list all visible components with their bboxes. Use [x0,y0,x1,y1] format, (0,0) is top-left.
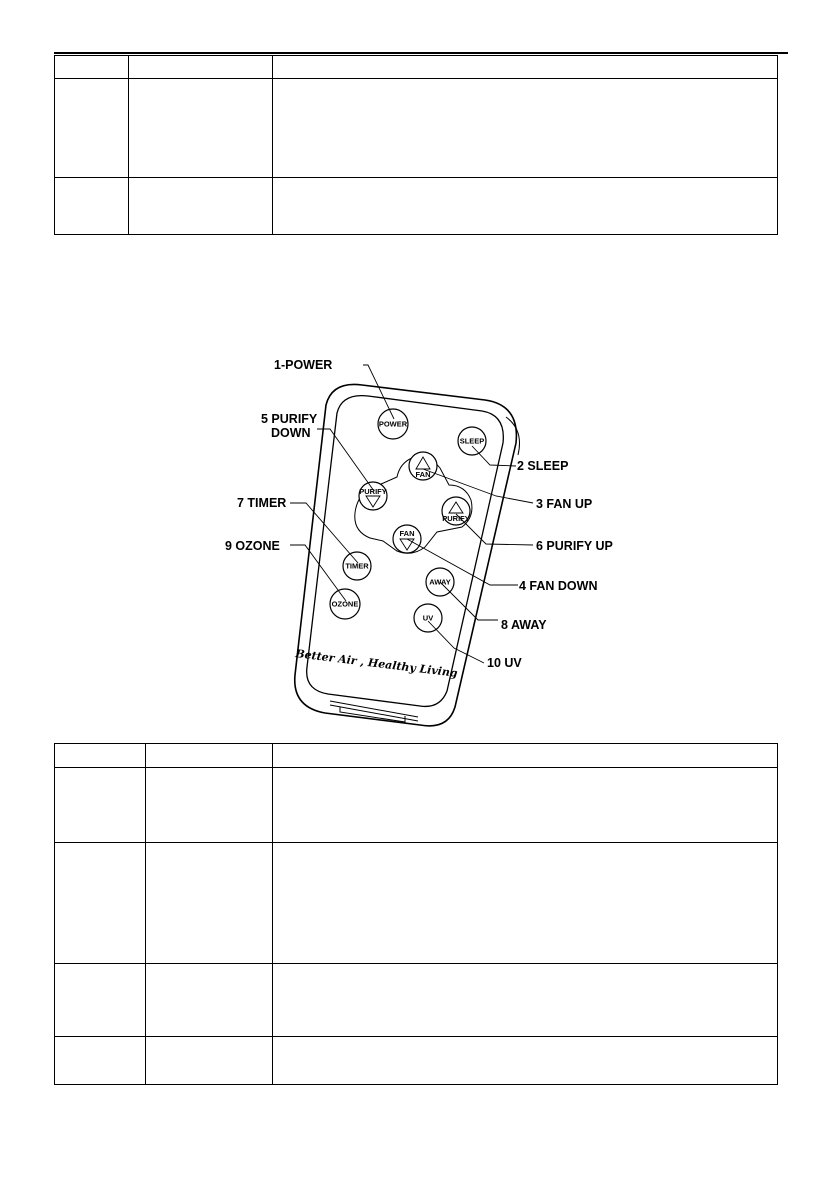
timer-button-label: TIMER [345,561,369,571]
table-cell [146,744,273,768]
callout-power: 1-POWER [274,358,333,372]
remote-body [295,384,520,725]
callout-leader-lines [290,365,533,663]
table-cell [273,56,778,79]
table-cell [55,1037,146,1085]
table-row [55,964,778,1037]
callout-fan-up: 3 FAN UP [536,497,593,511]
uv-button-label: UV [422,613,434,623]
table-cell [129,79,273,178]
fan-up-button-label: FAN [415,470,431,479]
table-row [55,178,778,235]
callout-fan-down: 4 FAN DOWN [519,579,598,593]
callout-purify-down-line2: DOWN [271,426,311,440]
table-cell [146,843,273,964]
uv-button[interactable] [414,604,442,632]
sleep-button-label: SLEEP [459,436,485,446]
callout-ozone: 9 OZONE [225,539,280,553]
fan-up-button[interactable] [409,452,437,480]
ozone-button[interactable] [330,589,360,619]
callout-purify-up: 6 PURIFY UP [536,539,613,553]
purify-up-button[interactable] [442,497,470,525]
slogan-text: Better Air , Healthy Living [294,647,459,680]
table-row [55,56,778,79]
table-cell [55,56,129,79]
remote-control-diagram [200,345,613,735]
callout-away: 8 AWAY [501,618,547,632]
table-cell [55,79,129,178]
top-rule [54,52,788,54]
table-row [55,843,778,964]
table-cell [55,843,146,964]
table-cell [273,1037,778,1085]
table-cell [146,1037,273,1085]
away-button-label: AWAY [429,577,451,587]
table-cell [146,964,273,1037]
table-cell [55,768,146,843]
timer-button[interactable] [343,552,371,580]
table-cell [273,178,778,235]
sleep-button[interactable] [458,427,486,455]
table-cell [55,744,146,768]
purify-up-button-label: PURIFY [442,514,470,523]
table-cell [129,56,273,79]
table-cell [273,744,778,768]
callout-uv: 10 UV [487,656,522,670]
power-button[interactable] [378,409,408,439]
table-row [55,1037,778,1085]
callout-purify-down-line1: 5 PURIFY [261,412,318,426]
table-row [55,768,778,843]
power-button-label: POWER [378,419,408,429]
table-row [55,79,778,178]
top-table [54,55,778,235]
table-cell [146,768,273,843]
callout-sleep: 2 SLEEP [517,459,569,473]
table-cell [273,79,778,178]
table-cell [273,964,778,1037]
table-cell [129,178,273,235]
purify-down-button[interactable] [359,482,387,510]
bottom-table [54,743,778,1085]
fan-down-button-label: FAN [399,529,415,538]
table-cell [55,178,129,235]
table-cell [55,964,146,1037]
table-cell [273,843,778,964]
purify-down-button-label: PURIFY [359,487,387,496]
callout-timer: 7 TIMER [237,496,287,510]
table-row [55,744,778,768]
ozone-button-label: OZONE [331,599,359,609]
table-cell [273,768,778,843]
